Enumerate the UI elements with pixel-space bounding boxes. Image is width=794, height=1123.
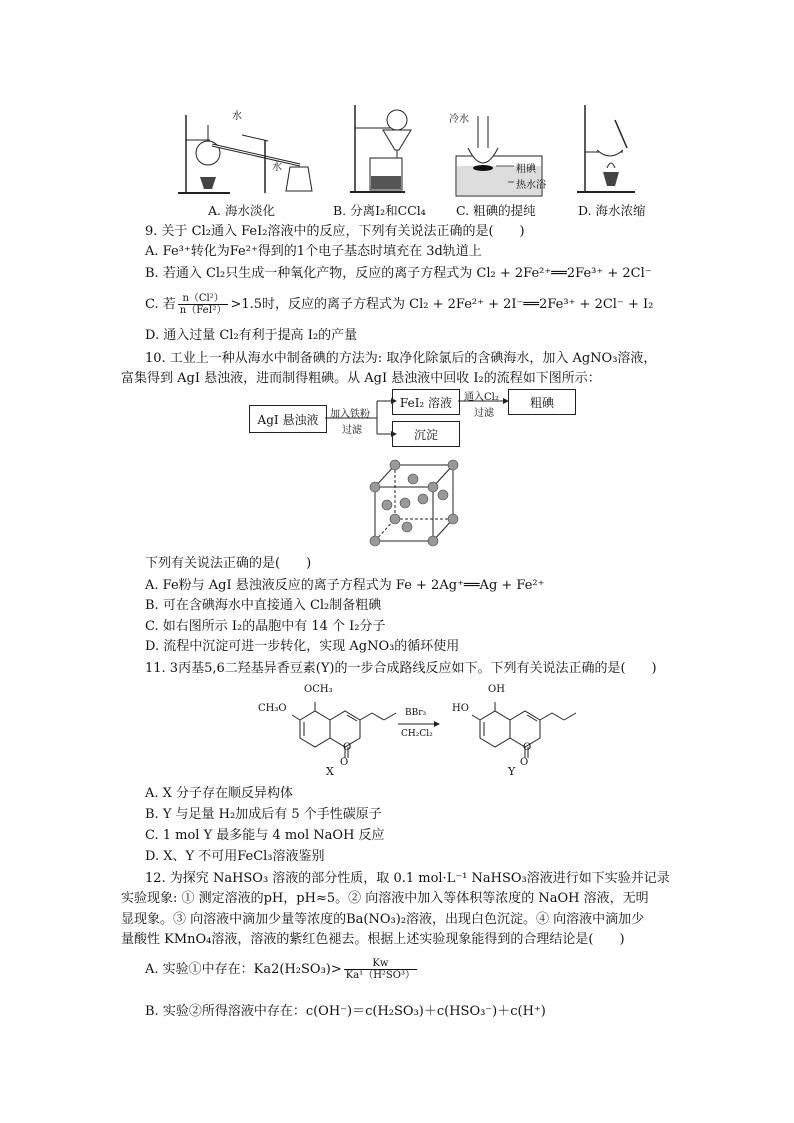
q10-stem-2: 富集得到 AgI 悬浊液，进而制得粗碘。从 AgI 悬浊液中回收 I₂的流程如下图所示： — [121, 371, 601, 386]
q11-option-d: D. X、Y 不可用FeCl₃溶液鉴别 — [145, 849, 325, 864]
q12-a-ka2: Ka2(H₂SO₃)> — [253, 962, 342, 977]
flow-box-crude: 粗碘 — [508, 389, 576, 415]
x-label: X — [326, 765, 334, 778]
q9-c-fraction — [178, 293, 229, 316]
x-carbonyl-o: O — [340, 757, 349, 768]
flow-box-precip: 沉淀 — [392, 421, 460, 447]
q12-a-fraction — [344, 958, 417, 981]
label-water-out: 水 — [272, 162, 282, 173]
q12-option-a — [145, 958, 419, 981]
q9-option-d: D. 通入过量 Cl₂有利于提高 I₂的产量 — [145, 328, 358, 343]
q12-line-4: 量酸性 KMnO₄溶液，溶液的紫红色褪去。根据上述实验现象能得到的合理结论是( ) — [121, 932, 625, 947]
caption-d: D. 海水浓缩 — [578, 203, 646, 218]
q10-option-b: B. 可在含碘海水中直接通入 Cl₂制备粗碘 — [145, 598, 382, 613]
q10-ask: 下列有关说法正确的是( ) — [145, 556, 312, 571]
reagent-top: BBr₃ — [405, 708, 427, 718]
reaction-arrow — [398, 720, 440, 728]
apparatus-separatory-funnel — [345, 100, 425, 200]
label-hot-bath: 热水浴 — [516, 180, 546, 191]
caption-c: C. 粗碘的提纯 — [456, 203, 536, 218]
y-sub-left: HO — [452, 703, 469, 714]
q10-option-a: A. Fe粉与 AgI 悬浊液反应的离子方程式为 Fe + 2Ag⁺══Ag + Fe²⁺ — [145, 578, 545, 593]
q9-option-b: B. 若通入 Cl₂只生成一种氧化产物，反应的离子方程式为 Cl₂ + 2Fe²⁺══2Fe³⁺ + 2Cl⁻ — [145, 266, 652, 281]
q11-option-c: C. 1 mol Y 最多能与 4 mol NaOH 反应 — [145, 828, 385, 843]
q12-a-denominator: Ka¹（H²SO³） — [345, 970, 415, 981]
flow-arrow2-top: 通入Cl₂ — [464, 392, 499, 403]
iodine-unit-cell — [365, 457, 461, 547]
caption-a: A. 海水淡化 — [208, 203, 275, 218]
x-ring-o: O — [343, 742, 352, 753]
label-cold-water: 冷水 — [449, 114, 469, 125]
apparatus-evaporation — [575, 100, 655, 200]
q11-option-b: B. Y 与足量 H₂加成后有 5 个手性碳原子 — [145, 807, 382, 822]
q9-c-numerator: n（Cl²） — [178, 293, 229, 305]
q12-line-3: 显现象。③ 向溶液中滴加少量等浓度的Ba(NO₃)₂溶液，出现白色沉淀。④ 向溶液中滴加少 — [121, 912, 645, 927]
apparatus-distillation — [170, 105, 320, 200]
q10-stem-1: 10. 工业上一种从海水中制备碘的方法为: 取净化除氯后的含碘海水，加入 AgNO₃溶液， — [145, 351, 657, 366]
q12-line-1: 12. 为探究 NaHSO₃ 溶液的部分性质，取 0.1 mol·L⁻¹ NaHSO₃溶液进行如下实验并记录 — [145, 871, 670, 886]
q10-option-d: D. 流程中沉淀可进一步转化，实现 AgNO₃的循环使用 — [145, 639, 460, 654]
q12-a-prefix: A. 实验①中存在： — [145, 962, 254, 977]
y-ring-o: O — [523, 742, 532, 753]
q11-option-a: A. X 分子存在顺反异构体 — [145, 786, 294, 801]
y-sub-top: OH — [488, 684, 505, 695]
q11-stem: 11. 3丙基5,6二羟基异香豆素(Y)的一步合成路线反应如下。下列有关说法正确的是( ) — [145, 661, 657, 676]
y-label: Y — [508, 765, 516, 778]
label-crude-iodine: 粗碘 — [516, 164, 536, 175]
flow-arrow2-bottom: 过滤 — [474, 408, 494, 419]
q9-stem: 9. 关于 Cl₂通入 FeI₂溶液中的反应，下列有关说法正确的是( ) — [145, 224, 525, 239]
q10-option-c: C. 如右图所示 I₂的晶胞中有 14 个 I₂分子 — [145, 619, 386, 634]
q9-option-c — [145, 293, 653, 316]
y-carbonyl-o: O — [520, 757, 529, 768]
q9-option-a: A. Fe³⁺转化为Fe²⁺得到的1个电子基态时填充在 3d轨道上 — [145, 244, 482, 259]
flow-box-agi: AgI 悬浊液 — [249, 405, 327, 433]
flow-arrow1-top: 加入铁粉 — [330, 409, 370, 420]
q9-c-prefix: C. 若 — [145, 297, 176, 312]
caption-b: B. 分离I₂和CCl₄ — [333, 203, 426, 218]
flow-box-fei2: FeI₂ 溶液 — [392, 389, 460, 415]
label-water-in: 水 — [232, 111, 242, 122]
q12-line-2: 实验现象: ① 测定溶液的pH，pH≈5。② 向溶液中加入等体积等浓度的 NaOH 溶液，无明 — [121, 891, 649, 906]
q9-c-denominator: n（FeI²） — [179, 305, 227, 316]
q12-a-numerator: Kw — [344, 958, 417, 970]
q12-option-b: B. 实验②所得溶液中存在：c(OH⁻)＝c(H₂SO₃)＋c(HSO₃⁻)＋c(H⁺) — [145, 1004, 546, 1019]
flow-arrow1-bottom: 过滤 — [342, 425, 362, 436]
x-sub-left: CH₃O — [258, 703, 287, 714]
q9-c-suffix: >1.5时，反应的离子方程式为 Cl₂ + 2Fe²⁺ + 2I⁻══2Fe³⁺ + 2Cl⁻ + I₂ — [230, 297, 654, 312]
x-sub-top: OCH₃ — [304, 684, 333, 695]
reagent-bottom: CH₂Cl₂ — [401, 729, 433, 739]
